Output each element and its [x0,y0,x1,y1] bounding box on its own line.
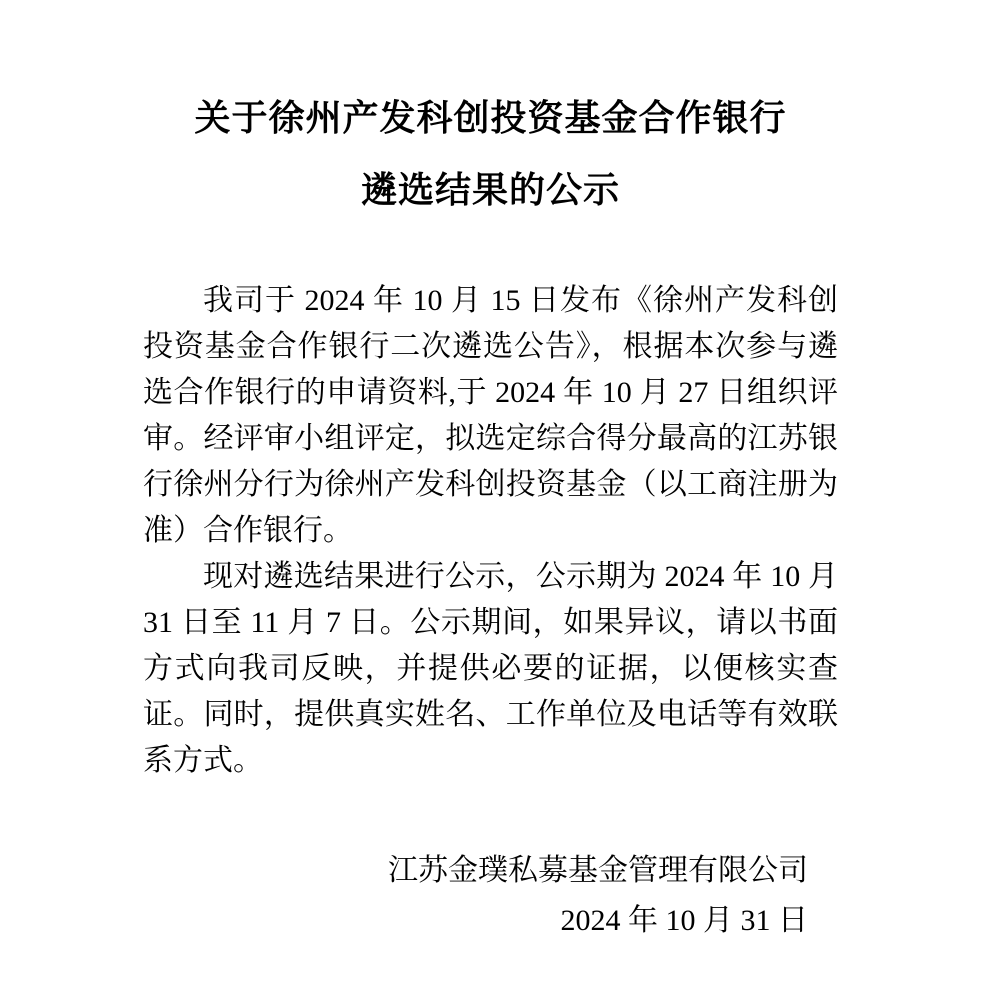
document-body [0,278,981,784]
signature-date: 2024 年 10 月 31 日 [560,904,808,937]
document-title-line-1: 关于徐州产发科创投资基金合作银行 [194,98,787,138]
document-footer [0,846,981,946]
document-title [0,0,981,226]
body-paragraph-1: 我司于 2024 年 10 月 15 日发布《徐州产发科创投资基金合作银行二次遴选公告》，根据本次参与遴选合作银行的申请资料,于 2024 年 10 月 27 日组织评审。经评审小组评定，拟选定综合得分最高的江苏银行徐州分行为徐州产发科创投资基金（以工商注册为准）合作银行。 [143,284,838,547]
signature-company-name: 江苏金璞私募基金管理有限公司 [388,854,808,887]
body-paragraph-2: 现对遴选结果进行公示，公示期为 2024 年 10 月 31 日至 11 月 7 日。公示期间，如果异议，请以书面方式向我司反映，并提供必要的证据，以便核实查证。同时，提供真实姓名、工作单位及电话等有效联系方式。 [143,560,838,777]
document-title-line-2: 遴选结果的公示 [360,170,620,210]
